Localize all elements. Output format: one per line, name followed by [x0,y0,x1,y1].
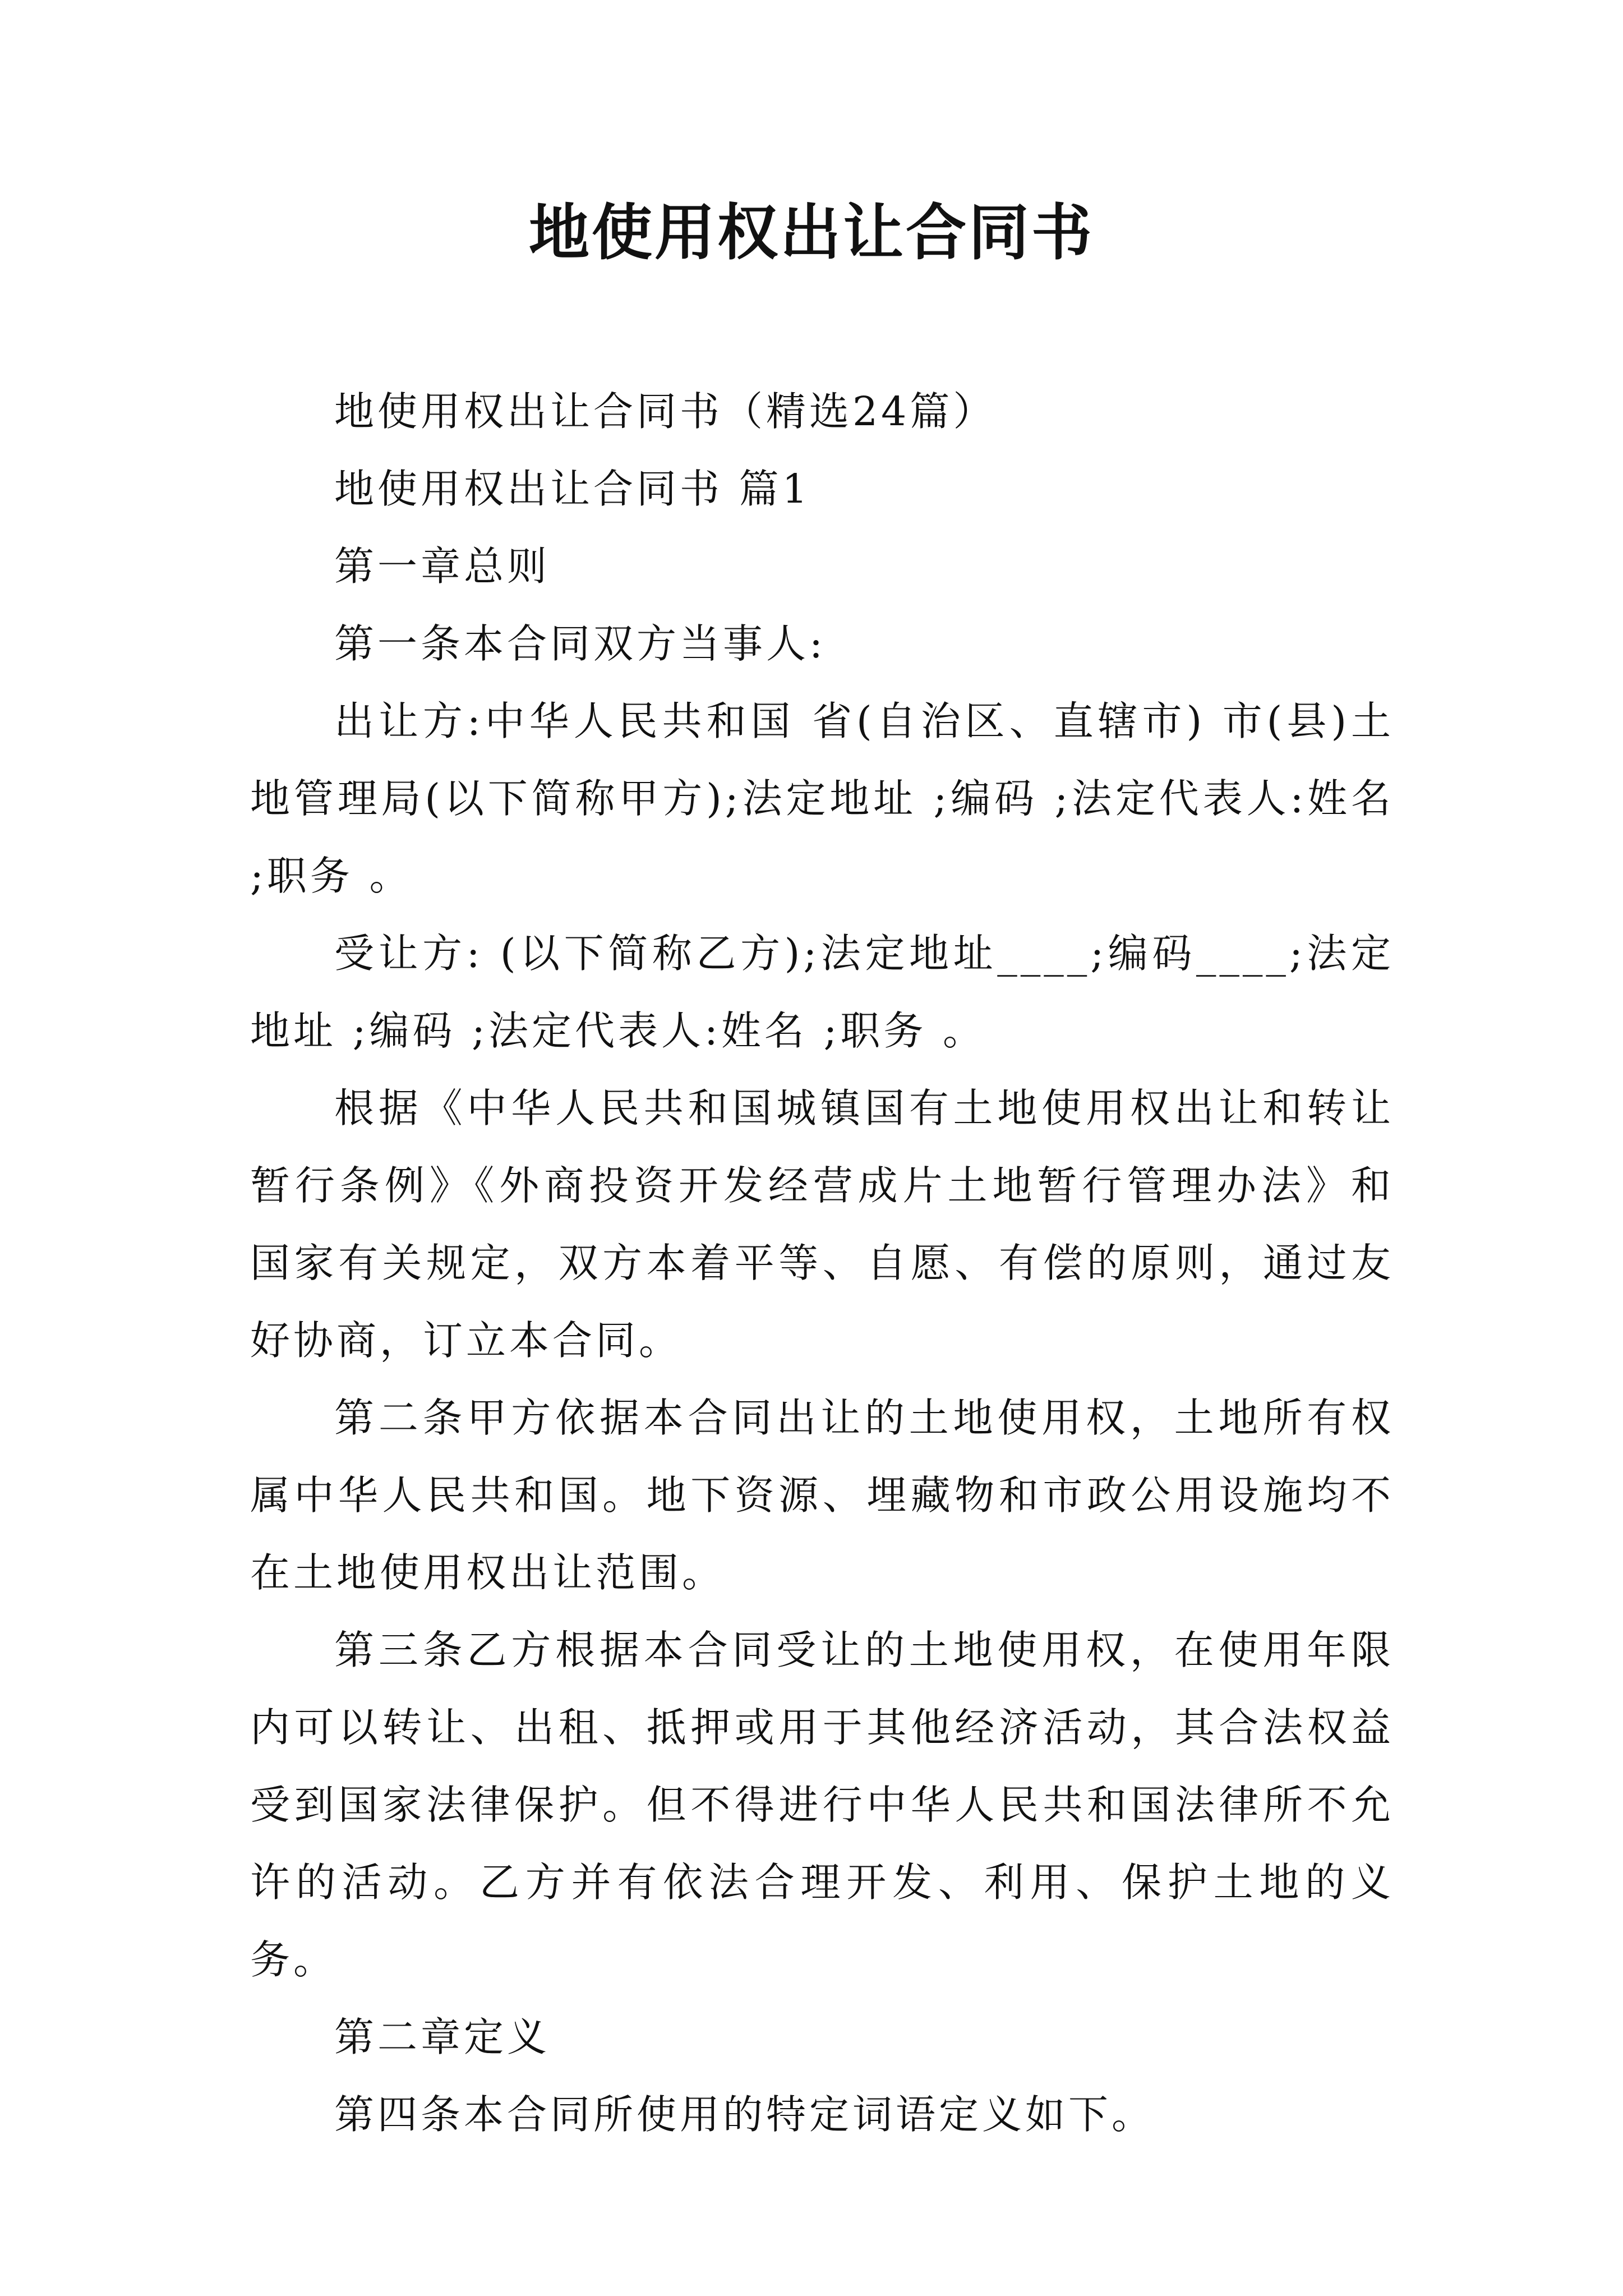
document-body [250,373,1394,2154]
document-title: 地使用权出让合同书 [528,197,1094,268]
paragraph-grantee: 受让方: (以下简称乙方);法定地址____;编码____;法定地址 ;编码 ;法定代表人:姓名 ;职务 。 [250,930,1394,1054]
paragraph-article-4: 第四条本合同所使用的特定词语定义如下。 [334,2091,1155,2138]
paragraph-chapter-2: 第二章定义 [334,2014,551,2060]
paragraph-legal-basis: 根据《中华人民共和国城镇国有土地使用权出让和转让暂行条例》《外商投资开发经营成片土地暂行管理办法》和国家有关规定，双方本着平等、自愿、有偿的原则，通过友好协商，订立本合同。 [250,1085,1394,1364]
paragraph-article-3: 第三条乙方根据本合同受让的土地使用权，在使用年限内可以转让、出租、抵押或用于其他经济活动，其合法权益受到国家法律保护。但不得进行中华人民共和国法律所不允许的活动。乙方并有依法合理开发、利用、保护土地的义务。 [250,1627,1394,1983]
paragraph-article-2: 第二条甲方依据本合同出让的土地使用权，土地所有权属中华人民共和国。地下资源、埋藏物和市政公用设施均不在土地使用权出让范围。 [250,1395,1394,1596]
paragraph-subtitle: 地使用权出让合同书（精选24篇） [334,388,997,435]
paragraph-chapter-1: 第一章总则 [334,543,551,590]
paragraph-grantor: 出让方:中华人民共和国 省(自治区、直辖市) 市(县)土地管理局(以下简称甲方);法定地址 ;编码 ;法定代表人:姓名 ;职务 。 [250,698,1394,899]
paragraph-article-1: 第一条本合同双方当事人: [334,620,826,667]
paragraph-section-heading: 地使用权出让合同书 篇1 [334,466,811,512]
